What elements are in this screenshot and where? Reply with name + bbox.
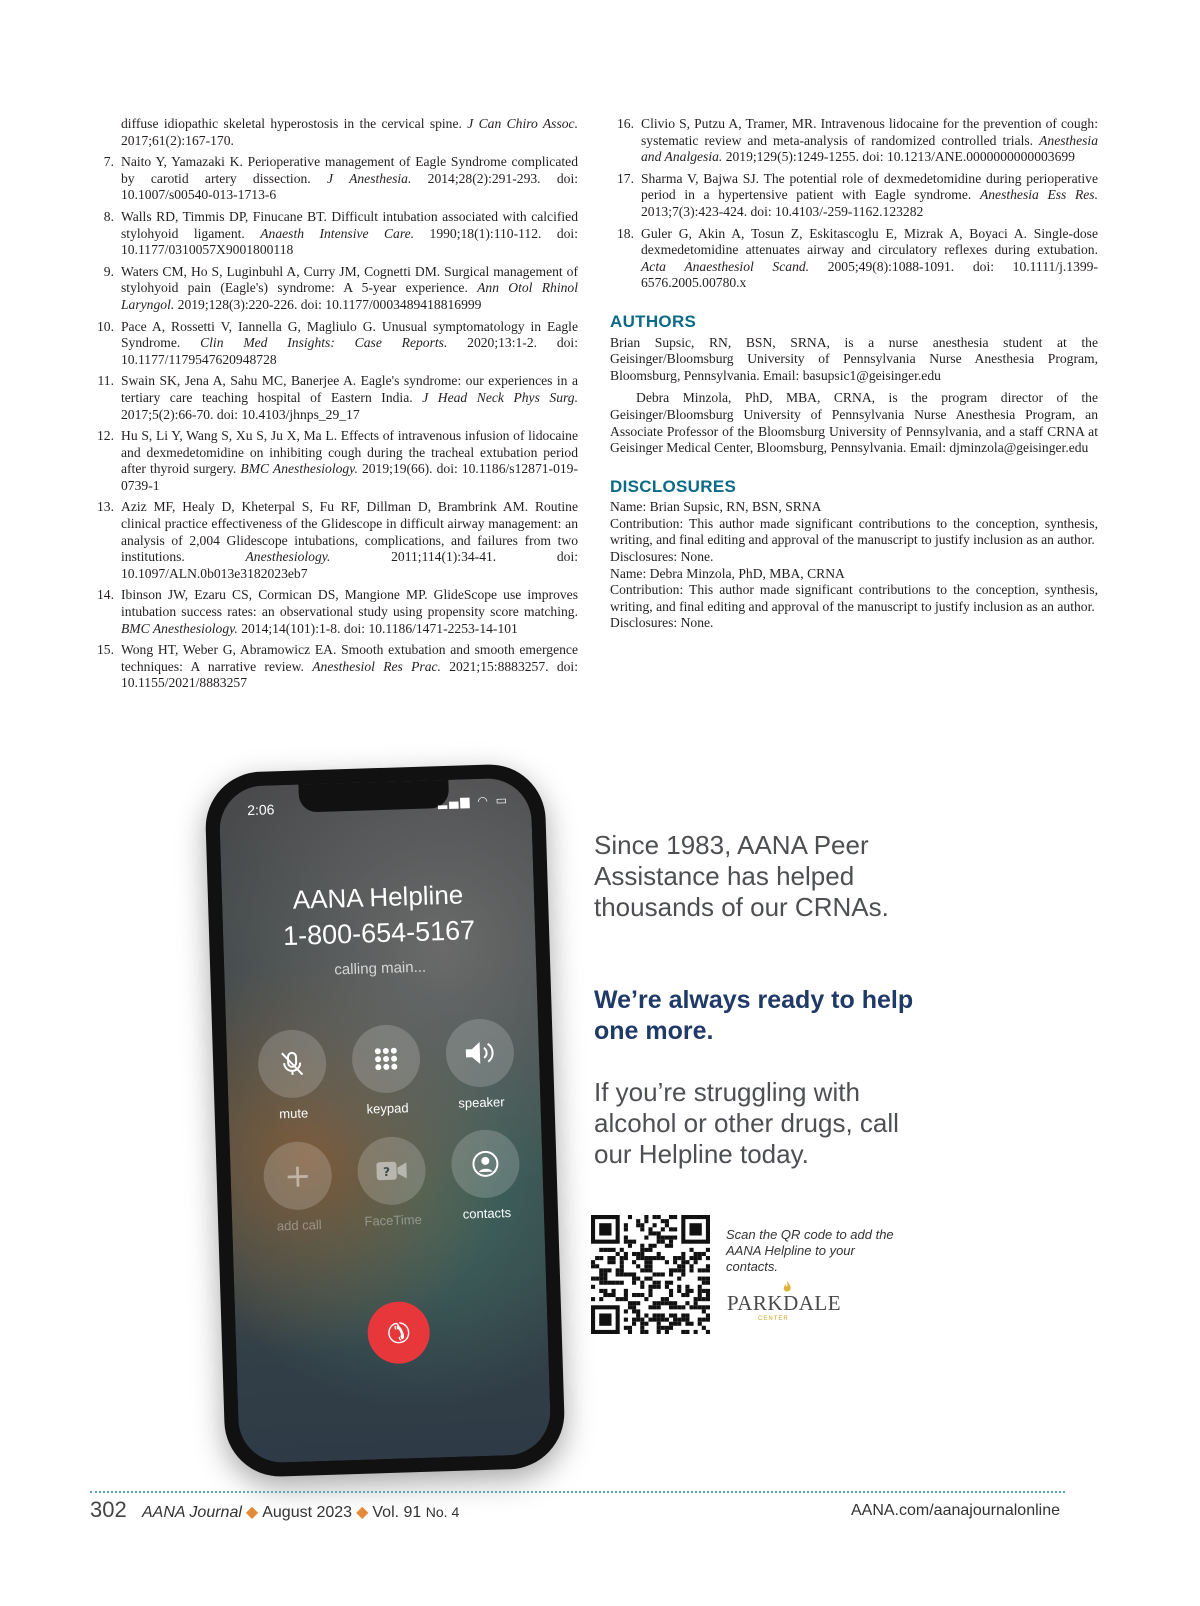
- reference-text: Wong HT, Weber G, Abramowicz EA. Smooth extubation and smooth emergence techniques: A narrative review.: [121, 642, 578, 674]
- reference-text: 2019;128(3):220-226. doi: 10.1177/0003489418816999: [174, 296, 482, 312]
- contacts-label: contacts: [462, 1205, 512, 1222]
- call-controls: [256, 1023, 516, 1234]
- reference-text: Walls RD, Timmis DP, Finucane BT. Difficult intubation associated with calcified stylohyoid ligament.: [121, 208, 578, 241]
- reference-number: 9.: [103, 263, 114, 279]
- reference-number: 17.: [617, 170, 634, 186]
- reference-text: 2017;5(2):66-70. doi: 10.4103/jhnps_29_17: [121, 406, 360, 422]
- reference-number: 13.: [97, 499, 114, 515]
- qr-caption: Scan the QR code to add the AANA Helpline to your contacts.: [726, 1227, 894, 1274]
- disclosure-line: Name: Debra Minzola, PhD, MBA, CRNA: [610, 565, 845, 581]
- reference-number: 12.: [97, 428, 114, 444]
- author-bio-supsic: Brian Supsic, RN, BSN, SRNA, is a nurse anesthesia student at the Geisinger/Bloomsburg University of Pennsylvania Nurse Anesthesia Program, Bloomsburg, Pennsylvania. Email: basupsic1@geisinger.edu: [610, 334, 1098, 383]
- reference-journal: Ann Otol Rhinol Laryngol.: [121, 280, 578, 312]
- reference-journal: Anesthesiol Res Prac.: [312, 658, 441, 674]
- authors-heading: AUTHORS: [610, 311, 697, 331]
- diamond-icon: ◆: [245, 1504, 259, 1521]
- reference-text: Naito Y, Yamazaki K. Perioperative management of Eagle Syndrome complicated by carotid artery dissection.: [121, 154, 578, 186]
- reference-text: Aziz MF, Healy D, Kheterpal S, Fu RF, Dillman D, Brambrink AM. Routine clinical practice effectiveness of the Glidescope in difficult airway management: an analysis of 2,004 Glidescope intubations, complications, and failures from two institutions.: [121, 499, 578, 565]
- reference-number: 8.: [103, 208, 114, 224]
- references-left-column: [90, 116, 578, 697]
- qr-code[interactable]: [591, 1215, 710, 1334]
- keypad-button[interactable]: [350, 1024, 423, 1117]
- reference-text: 2019;129(5):1249-1255. doi: 10.1213/ANE.0000000000003699: [722, 149, 1075, 165]
- ad-lead-text: Since 1983, AANA Peer Assistance has helped thousands of our CRNAs.: [594, 830, 889, 922]
- keypad-icon: [351, 1024, 421, 1094]
- reference-item: [610, 116, 1098, 166]
- reference-item: [90, 209, 578, 259]
- reference-text: Sharma V, Bajwa SJ. The potential role of dexmedetomidine during perioperative period in a hypertensive patient with Eagle syndrome.: [641, 170, 1098, 203]
- facetime-label: FaceTime: [364, 1211, 423, 1229]
- reference-text: 2005;49(8):1088-1091. doi: 10.1111/j.1399-6576.2005.00780.x: [641, 258, 1098, 291]
- plus-icon: +: [263, 1141, 333, 1211]
- page-number: 302: [90, 1497, 127, 1522]
- reference-text: 2011;114(1):34-41. doi: 10.1097/ALN.0b013e3182023eb7: [121, 549, 579, 581]
- disclosures-heading: DISCLOSURES: [610, 476, 737, 496]
- speaker-button[interactable]: [444, 1018, 517, 1111]
- disclosure-line: Name: Brian Supsic, RN, BSN, SRNA: [610, 499, 822, 515]
- reference-item: [610, 226, 1098, 292]
- reference-text: Pace A, Rossetti V, Iannella G, Magliulo G. Unusual symptomatology in Eagle Syndrome.: [121, 318, 578, 351]
- reference-journal: BMC Anesthesiology.: [240, 461, 358, 477]
- reference-text: Clivio S, Putzu A, Tramer, MR. Intravenous lidocaine for the prevention of cough: systematic review and meta-analysis of randomized controlled trials.: [641, 116, 1098, 148]
- reference-item: [90, 428, 578, 494]
- ad-headline: We’re always ready to help one more.: [594, 986, 914, 1045]
- reference-text: 2013;7(3):423-424. doi: 10.4103/-259-1162.123282: [641, 203, 924, 219]
- journal-citation: [142, 1502, 459, 1522]
- issue-date: August 2023: [262, 1504, 353, 1521]
- disclosure-line: Disclosures: None.: [610, 549, 714, 565]
- reference-number: 15.: [97, 642, 114, 658]
- reference-number: 10.: [97, 318, 114, 334]
- volume: Vol. 91: [372, 1504, 422, 1521]
- page-footer: [90, 1497, 1060, 1527]
- signal-icon: ▂▄▆: [437, 794, 472, 810]
- issue-number: No. 4: [425, 1504, 460, 1520]
- reference-journal: J Anesthesia.: [326, 170, 412, 186]
- facetime-icon: [357, 1136, 427, 1206]
- reference-number: 14.: [97, 587, 114, 603]
- disclosure-line: Disclosures: None.: [610, 615, 714, 631]
- journal-website-link[interactable]: AANA.com/aanajournalonline: [850, 1502, 1060, 1519]
- right-column: [610, 116, 1098, 632]
- caller-name: AANA Helpline: [292, 879, 464, 915]
- reference-journal: Anesthesia and Analgesia.: [641, 132, 1098, 165]
- keypad-label: keypad: [366, 1100, 409, 1117]
- wifi-icon: ◠: [477, 793, 491, 808]
- reference-text: 1990;18(1):110-112. doi: 10.1177/0310057X9001800118: [121, 225, 578, 258]
- caller-number: 1-800-654-5167: [282, 915, 476, 952]
- call-status: calling main...: [334, 958, 427, 979]
- reference-journal: Anesthesia Ess Res.: [979, 187, 1098, 203]
- reference-item: [90, 264, 578, 314]
- reference-item: [90, 499, 578, 582]
- references-right-list: [610, 116, 1098, 292]
- reference-item: [90, 373, 578, 423]
- sponsor-logo-sub: CENTER: [758, 1316, 789, 1322]
- speaker-icon: [445, 1018, 515, 1088]
- contacts-button[interactable]: [449, 1129, 522, 1222]
- reference-text: 2017;61(2):167-170.: [121, 132, 234, 148]
- contact-icon: [450, 1129, 520, 1199]
- author-bio-minzola: Debra Minzola, PhD, MBA, CRNA, is the program director of the Geisinger/Bloomsburg University of Pennsylvania Nurse Anesthesia Program, an Associate Professor of the Bloomsburg University of Pennsylvania, and a staff CRNA at Geisinger Medical Center, Bloomsburg, Pennsylvania. Email: djminzola@geisinger.edu: [610, 390, 1098, 456]
- reference-item: [90, 116, 578, 149]
- status-time: 2:06: [246, 801, 275, 819]
- reference-text: diffuse idiopathic skeletal hyperostosis in the cervical spine.: [121, 116, 468, 131]
- reference-number: 11.: [97, 373, 114, 389]
- reference-item: [90, 154, 578, 204]
- reference-text: Ibinson JW, Ezaru CS, Cormican DS, Mangione MP. GlideScope use improves intubation success rates: an observational study using propensity score matching.: [121, 587, 578, 620]
- reference-journal: Acta Anaesthesiol Scand.: [641, 258, 810, 274]
- reference-journal: Clin Med Insights: Case Reports.: [200, 335, 448, 351]
- reference-text: Hu S, Li Y, Wang S, Xu S, Ju X, Ma L. Effects of intravenous infusion of lidocaine and dexmedetomidine on inhibiting cough during the tracheal extubation period after thyroid surgery.: [121, 428, 578, 477]
- add-call-button[interactable]: [262, 1141, 335, 1234]
- svg-text:?: ?: [382, 1164, 391, 1180]
- phone-hangup-icon: ✆: [378, 1312, 419, 1353]
- reference-number: 16.: [617, 116, 634, 131]
- reference-item: [90, 642, 578, 692]
- disclosures-block: [610, 499, 1098, 632]
- reference-item: [90, 319, 578, 369]
- speaker-label: speaker: [458, 1094, 505, 1111]
- reference-number: 18.: [617, 225, 634, 241]
- mute-button[interactable]: [256, 1029, 329, 1122]
- reference-journal: J Can Chiro Assoc.: [467, 116, 578, 131]
- reference-item: [90, 587, 578, 637]
- mic-off-icon: [257, 1029, 327, 1099]
- end-call-button[interactable]: [355, 1289, 443, 1377]
- reference-journal: BMC Anesthesiology.: [121, 620, 238, 636]
- phone-notch: [298, 780, 449, 813]
- ad-call-to-action: If you’re struggling with alcohol or other drugs, call our Helpline today.: [594, 1077, 899, 1169]
- disclosure-line: Contribution: This author made significant contributions to the conception, synthesis, writing, and final editing and approval of the manuscript to justify inclusion as an author.: [610, 582, 1098, 614]
- mute-label: mute: [279, 1105, 309, 1122]
- add-call-label: add call: [276, 1217, 322, 1234]
- status-icons: [438, 793, 510, 809]
- reference-text: 2020;13:1-2. doi: 10.1177/1179547620948728: [121, 335, 578, 367]
- footer-divider: [90, 1491, 1065, 1493]
- phone-screen: [218, 777, 551, 1463]
- sponsor-logo: PARKDALE: [727, 1291, 842, 1315]
- reference-text: 2021;15:8883257. doi: 10.1155/2021/8883257: [121, 658, 578, 691]
- reference-journal: J Head Neck Phys Surg.: [422, 389, 578, 405]
- reference-text: 2014;14(101):1-8. doi: 10.1186/1471-2253-14-101: [237, 620, 518, 636]
- reference-journal: Anaesth Intensive Care.: [260, 225, 415, 241]
- reference-text: Swain SK, Jena A, Sahu MC, Banerjee A. Eagle's syndrome: our experiences in a tertiary care teaching hospital of Eastern India.: [121, 373, 578, 405]
- phone-illustration: [204, 763, 566, 1478]
- reference-text: Waters CM, Ho S, Luginbuhl A, Curry JM, Cognetti DM. Surgical management of stylohyoid pain (Eagle's) syndrome: A 5-year experience.: [121, 263, 578, 296]
- reference-text: 2019;19(66). doi: 10.1186/s12871-019-0739-1: [121, 461, 578, 493]
- disclosure-line: Contribution: This author made significant contributions to the conception, synthesis, writing, and final editing and approval of the manuscript to justify inclusion as an author.: [610, 515, 1098, 548]
- facetime-button[interactable]: [356, 1136, 429, 1229]
- diamond-icon: ◆: [356, 1504, 369, 1521]
- reference-text: Guler G, Akin A, Tosun Z, Eskitascoglu E, Mizrak A, Boyaci A. Single-dose dexmedetomidine attenuates airway and circulatory reflexes during extubation.: [641, 225, 1098, 258]
- reference-journal: Anesthesiology.: [245, 549, 331, 565]
- journal-name: AANA Journal: [142, 1504, 242, 1521]
- reference-number: 7.: [103, 154, 114, 170]
- reference-text: 2014;28(2):291-293. doi: 10.1007/s00540-013-1713-6: [121, 170, 579, 203]
- battery-icon: ▭: [495, 792, 510, 808]
- reference-item: [610, 171, 1098, 221]
